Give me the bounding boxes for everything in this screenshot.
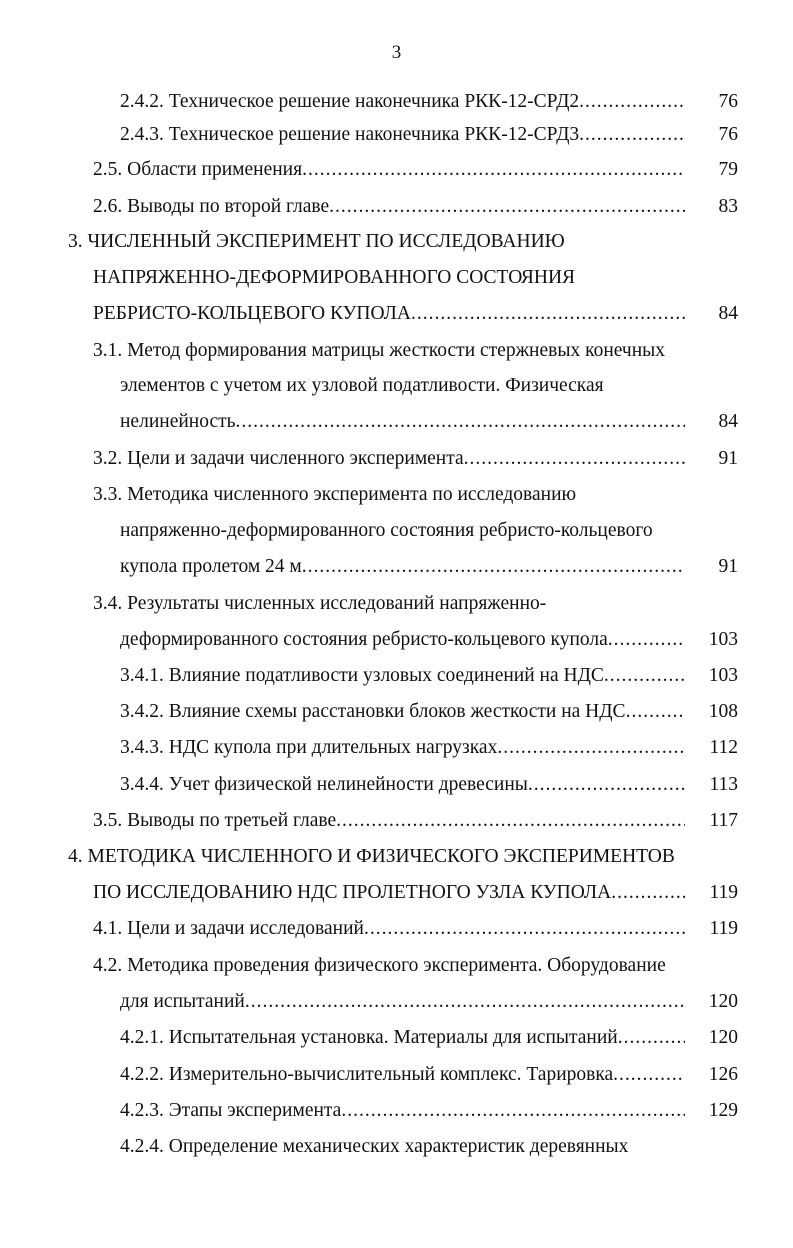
toc-entry: [120, 771, 685, 799]
toc-chapter-heading: НАПРЯЖЕННО-ДЕФОРМИРОВАННОГО СОСТОЯНИЯ: [93, 267, 576, 288]
toc-entry: [93, 445, 685, 473]
toc-leader-dots: [611, 879, 685, 907]
toc-leader-dots: [608, 626, 685, 654]
toc-entry-title: элементов с учетом их узловой податливости. Физическая: [120, 375, 604, 396]
toc-entry-title: 3.4.2. Влияние схемы расстановки блоков жесткости на НДС: [120, 701, 626, 722]
toc-leader-dots: [464, 445, 685, 473]
toc-leader-dots: [236, 408, 685, 436]
toc-chapter-heading: 3. ЧИСЛЕННЫЙ ЭКСПЕРИМЕНТ ПО ИССЛЕДОВАНИЮ: [68, 231, 565, 252]
toc-entry-title: 2.4.3. Техническое решение наконечника РКК-12-СРД3: [120, 124, 580, 145]
toc-entry: [120, 553, 685, 581]
toc-leader-dots: [528, 771, 685, 799]
toc-leader-dots: [618, 1024, 685, 1052]
toc-entry-page: 119: [709, 882, 738, 903]
toc-chapter-heading: 4. МЕТОДИКА ЧИСЛЕННОГО И ФИЗИЧЕСКОГО ЭКСПЕРИМЕНТОВ: [68, 846, 675, 867]
toc-entry-page: 120: [708, 991, 738, 1012]
toc-entry: [93, 807, 685, 835]
toc-entry-page: 91: [718, 556, 738, 577]
toc-entry-title: 4.2.3. Этапы эксперимента: [120, 1100, 342, 1121]
toc-entry-title: деформированного состояния ребристо-кольцевого купола: [120, 629, 608, 650]
toc-leader-dots: [336, 807, 685, 835]
toc-entry-page: 126: [708, 1064, 738, 1085]
toc-entry: [120, 1061, 685, 1089]
toc-entry-title: 3.4.1. Влияние податливости узловых соединений на НДС: [120, 665, 604, 686]
toc-entry-title: 3.4. Результаты численных исследований напряженно-: [93, 593, 547, 614]
toc-entry-title: для испытаний: [120, 991, 245, 1012]
toc-entry-page: 103: [708, 629, 738, 650]
toc-entry-title: 3.5. Выводы по третьей главе: [93, 810, 337, 831]
toc-entry-title: 3.3. Методика численного эксперимента по исследованию: [93, 484, 577, 505]
toc-entry-title: ПО ИССЛЕДОВАНИЮ НДС ПРОЛЕТНОГО УЗЛА КУПОЛА: [93, 882, 612, 903]
toc-entry: [93, 156, 685, 184]
toc-entry-title: 3.2. Цели и задачи численного эксперимента: [93, 448, 464, 469]
toc-leader-dots: [341, 1097, 685, 1125]
toc-entry: [120, 626, 685, 654]
toc-entry-title: 2.5. Области применения: [93, 159, 303, 180]
toc-entry-title: 3.4.4. Учет физической нелинейности древесины: [120, 774, 528, 795]
toc-entry: [120, 988, 685, 1016]
toc-leader-dots: [364, 915, 685, 943]
toc-entry-title: 3.1. Метод формирования матрицы жесткости стержневых конечных: [93, 340, 666, 361]
toc-entry: [120, 1024, 685, 1052]
toc-leader-dots: [497, 734, 685, 762]
toc-entry-page: 120: [708, 1027, 738, 1048]
toc-entry-page: 83: [718, 196, 738, 217]
toc-entry-page: 91: [718, 448, 738, 469]
toc-entry-page: 117: [709, 810, 738, 831]
toc-leader-dots: [579, 121, 685, 149]
toc-entry-page: 103: [708, 665, 738, 686]
toc-entry-title: купола пролетом 24 м: [120, 556, 302, 577]
toc-entry-page: 76: [718, 124, 738, 145]
toc-leader-dots: [302, 553, 685, 581]
toc-entry-page: 129: [708, 1100, 738, 1121]
toc-leader-dots: [302, 156, 685, 184]
toc-entry: [120, 1097, 685, 1125]
toc-entry-title: 2.4.2. Техническое решение наконечника РКК-12-СРД2: [120, 91, 580, 112]
toc-entry-page: 84: [718, 303, 738, 324]
toc-entry-page: 113: [709, 774, 738, 795]
toc-entry-title: 4.1. Цели и задачи исследований: [93, 918, 364, 939]
toc-entry-title: 4.2.4. Определение механических характеристик деревянных: [120, 1136, 629, 1157]
toc-entry: [93, 879, 685, 907]
toc-entry-title: 4.2.1. Испытательная установка. Материалы для испытаний: [120, 1027, 618, 1048]
toc-entry-title: 4.2. Методика проведения физического эксперимента. Оборудование: [93, 955, 666, 976]
page-number: 3: [391, 42, 402, 63]
toc-leader-dots: [245, 988, 685, 1016]
toc-leader-dots: [329, 193, 685, 221]
toc-entry-title: 4.2.2. Измерительно-вычислительный комплекс. Тарировка: [120, 1064, 614, 1085]
toc-leader-dots: [613, 1061, 685, 1089]
toc-entry: [120, 88, 685, 116]
toc-entry-title: РЕБРИСТО-КОЛЬЦЕВОГО КУПОЛА: [93, 303, 411, 324]
toc-leader-dots: [411, 300, 685, 328]
toc-entry: [120, 698, 685, 726]
toc-leader-dots: [626, 698, 685, 726]
toc-entry-title: 3.4.3. НДС купола при длительных нагрузках: [120, 737, 498, 758]
toc-entry-title: нелинейность: [120, 411, 236, 432]
toc-leader-dots: [579, 88, 685, 116]
toc-entry: [93, 915, 685, 943]
toc-entry: [120, 662, 685, 690]
toc-leader-dots: [604, 662, 685, 690]
toc-entry-page: 84: [718, 411, 738, 432]
toc-entry: [120, 734, 685, 762]
toc-entry-title: 2.6. Выводы по второй главе: [93, 196, 330, 217]
toc-entry-page: 76: [718, 91, 738, 112]
toc-entry-page: 79: [718, 159, 738, 180]
toc-entry-title: напряженно-деформированного состояния ребристо-кольцевого: [120, 520, 653, 541]
toc-entry-page: 119: [709, 918, 738, 939]
toc-entry-page: 112: [709, 737, 738, 758]
toc-entry: [120, 121, 685, 149]
toc-entry: [120, 408, 685, 436]
toc-entry-page: 108: [708, 701, 738, 722]
toc-entry: [93, 300, 685, 328]
toc-entry: [93, 193, 685, 221]
